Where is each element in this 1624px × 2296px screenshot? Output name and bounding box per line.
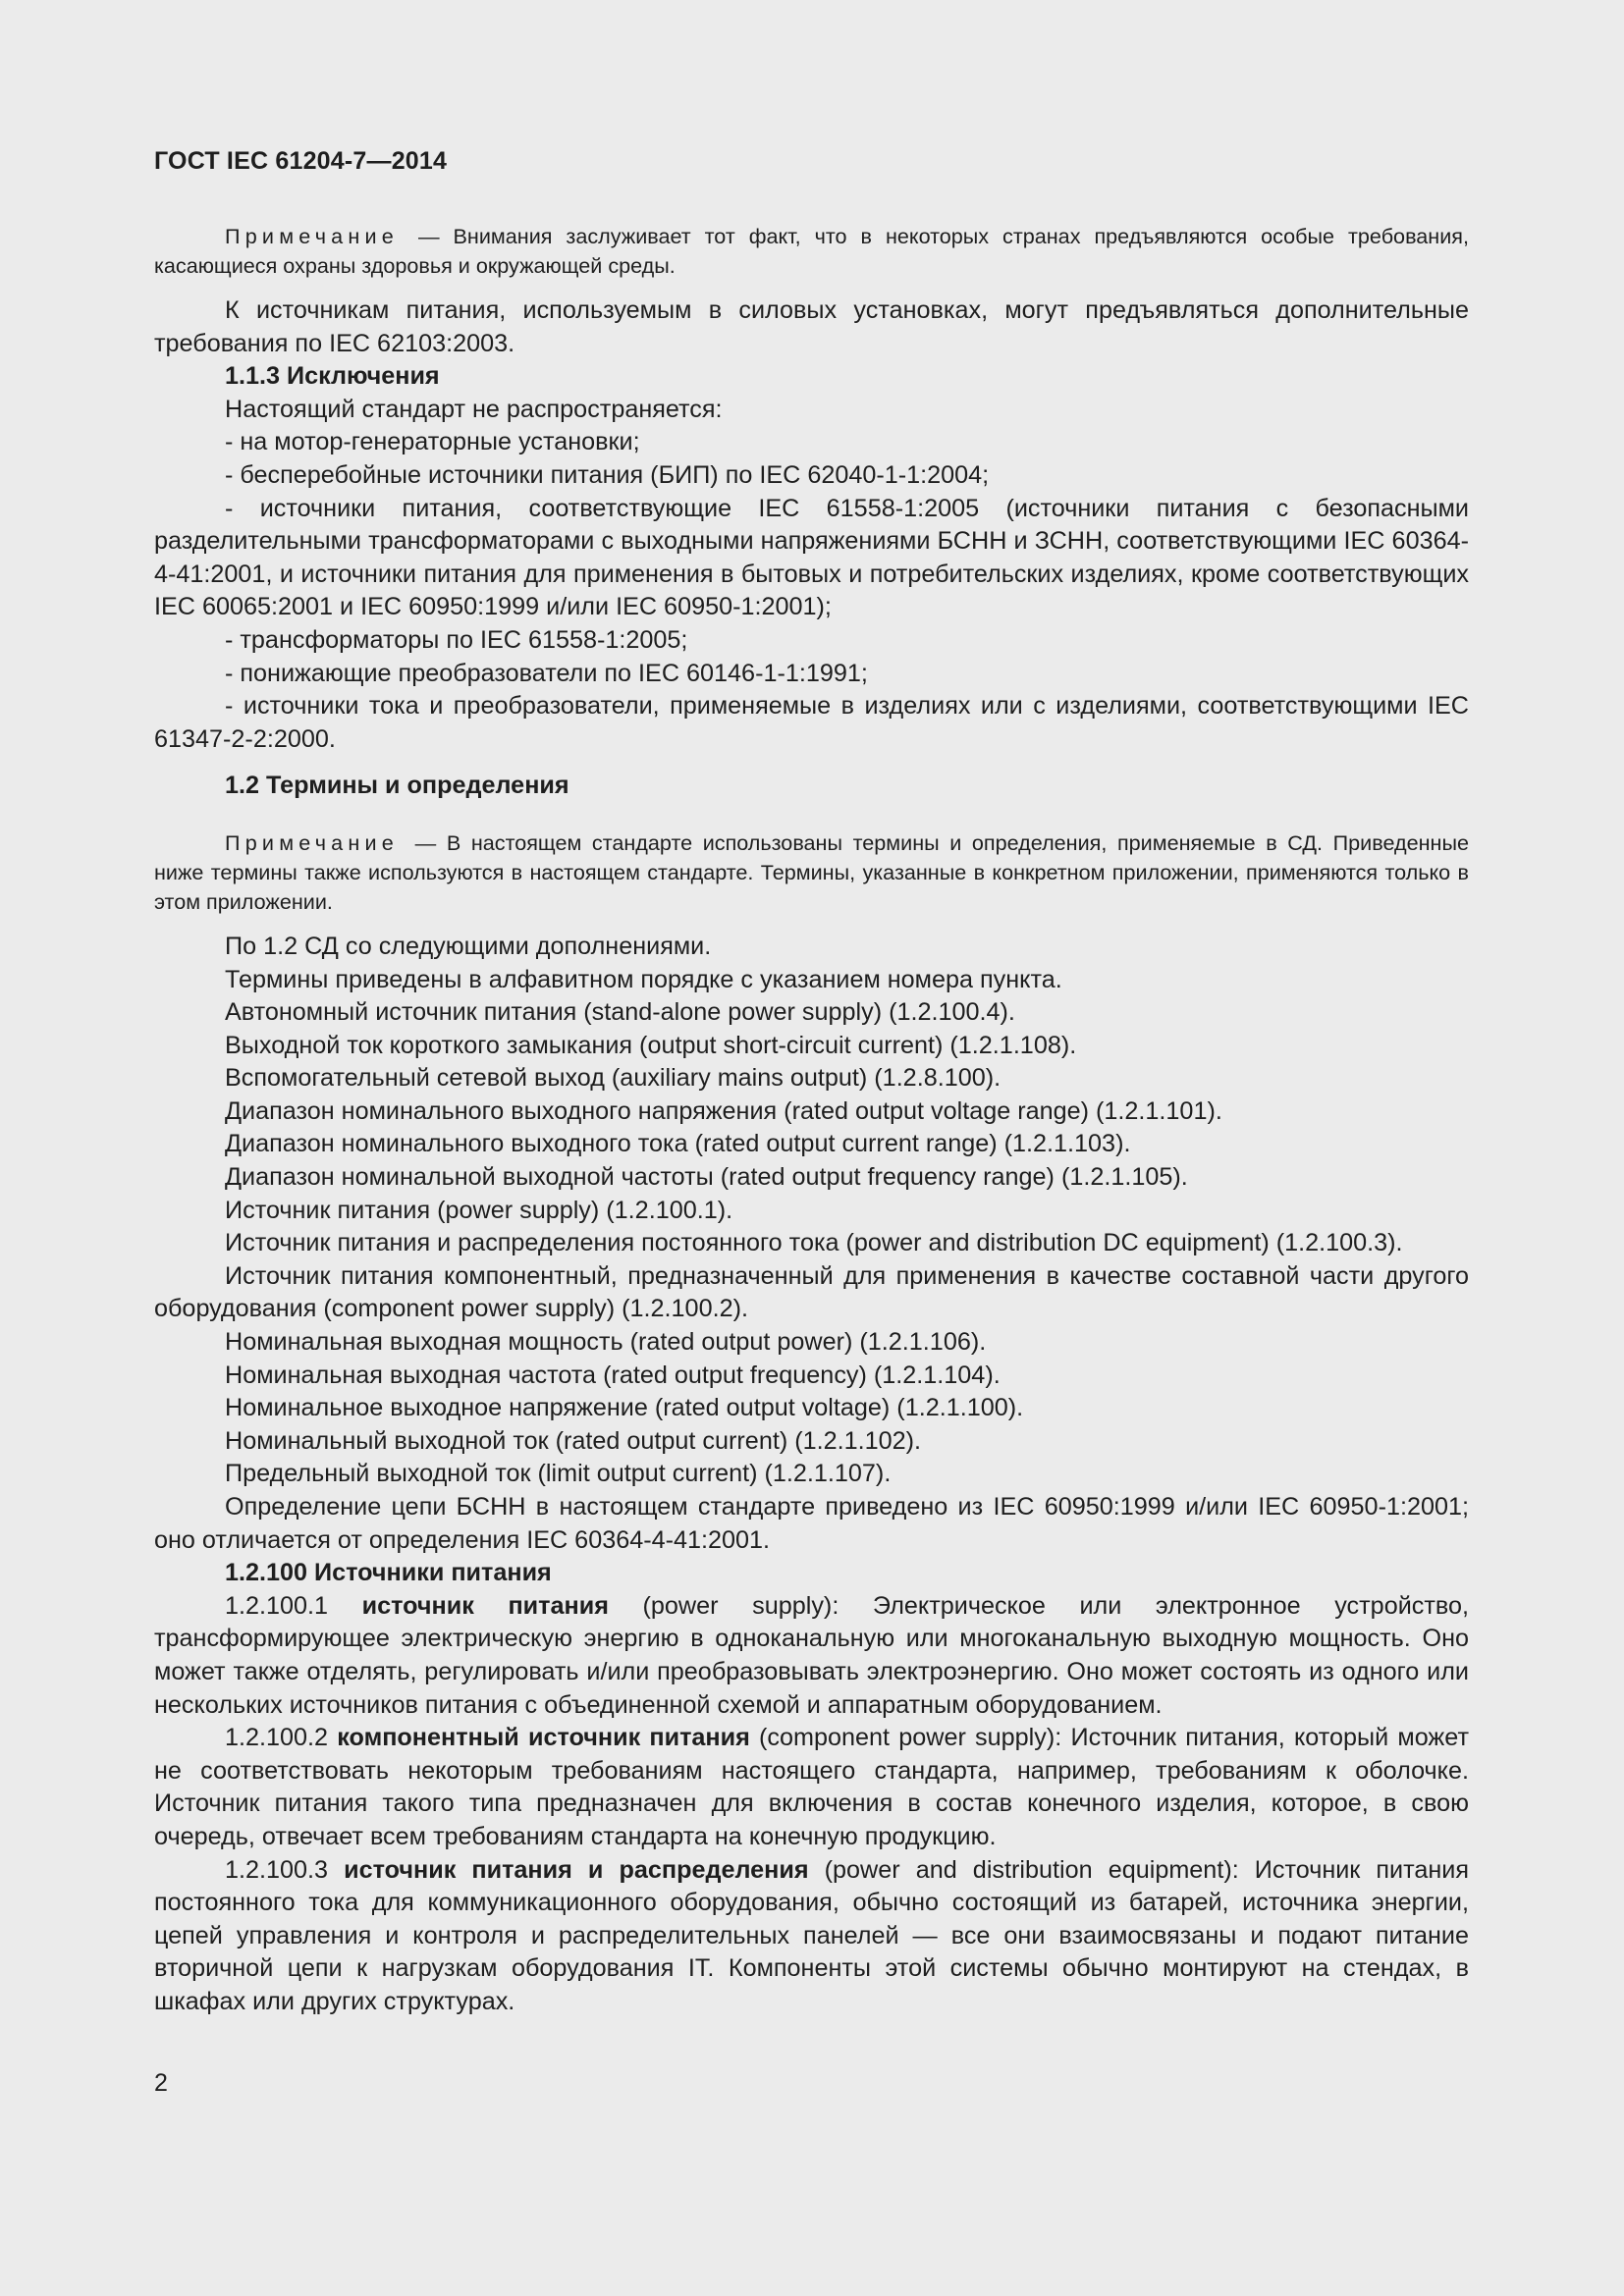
list-item: - понижающие преобразователи по IEC 60146-1-1:1991; [225,659,868,687]
term-line: Определение цепи БСНН в настоящем стандарте приведено из IEC 60950:1999 и/или IEC 60950-1:2001; оно отличается от определения IEC 60364-4-41:2001. [154,1493,1469,1554]
term-line: Термины приведены в алфавитном порядке с указанием номера пункта. [225,965,1062,993]
document-body [154,222,1469,2019]
definition-term: компонентный источник питания [337,1724,750,1752]
definition-text: (component power supply): Источник питания, который может не соответствовать некоторым требованиям настоящего стандарта, например, требованиям к оболочке. Источник питания такого типа предназначен для включения в состав конечного изделия, которое, в свою очередь, отвечает всем требованиям стандарта на конечную продукцию. [154,1724,1469,1850]
definition-1-2-100-1 [154,1590,1469,1722]
term-line: Номинальный выходной ток (rated output current) (1.2.1.102). [225,1426,922,1455]
term-line: Диапазон номинального выходного напряжения (rated output voltage range) (1.2.1.101). [225,1096,1222,1125]
note-text: Внимания заслуживает тот факт, что в некоторых странах предъявляются особые требования, касающиеся охраны здоровья и окружающей среды. [154,224,1469,278]
term-line: Номинальная выходная частота (rated output frequency) (1.2.1.104). [225,1361,1001,1389]
section-heading-1-2-100: 1.2.100 Источники питания [225,1559,552,1587]
section-heading-1-2: 1.2 Термины и определения [225,772,569,800]
term-line: Источник питания и распределения постоянного тока (power and distribution DC equipment) (1.2.100.3). [225,1229,1403,1257]
note-1 [154,222,1469,281]
term-line: Источник питания (power supply) (1.2.100.1). [225,1196,733,1224]
paragraph: Настоящий стандарт не распространяется: [225,395,723,423]
note-dash: — [405,224,454,248]
list-item: - источники тока и преобразователи, применяемые в изделиях или с изделиями, соответствующими IEC 61347-2-2:2000. [154,692,1469,753]
note-label: Примечание [225,829,399,855]
section-heading-1-1-3: 1.1.3 Исключения [225,362,440,391]
list-item: - на мотор-генераторные установки; [225,428,640,456]
definition-1-2-100-3 [154,1854,1469,2019]
term-line: По 1.2 СД со следующими дополнениями. [225,932,712,960]
term-line: Выходной ток короткого замыкания (output short-circuit current) (1.2.1.108). [225,1031,1077,1059]
definition-1-2-100-2 [154,1722,1469,1853]
note-text: В настоящем стандарте использованы термины и определения, применяемые в СД. Приведенные ниже термины также используются в настоящем стандарте. Термины, указанные в конкретном приложении, применяются только в этом приложении. [154,829,1469,914]
list-item: - трансформаторы по IEC 61558-1:2005; [225,625,688,654]
term-line: Диапазон номинальной выходной частоты (rated output frequency range) (1.2.1.105). [225,1163,1188,1192]
list-item: - источники питания, соответствующие IEC 61558-1:2005 (источники питания с безопасными разделительными трансформаторами с выходными напряжениями БСНН и ЗСНН, соответствующими IEC 60364-4-41:2001, и источники питания для применения в бытовых и потребительских изделиях, кроме соответствующих IEC 60065:2001 и IEC 60950:1999 и/или IEC 60950-1:2001); [154,494,1469,621]
paragraph: К источникам питания, используемым в силовых установках, могут предъявляться дополнительные требования по IEC 62103:2003. [154,296,1469,357]
term-line: Вспомогательный сетевой выход (auxiliary mains output) (1.2.8.100). [225,1064,1001,1093]
document-header: ГОСТ IEC 61204-7—2014 [154,147,448,175]
note-label: Примечание [225,224,399,248]
page-number: 2 [154,2069,168,2097]
term-line: Предельный выходной ток (limit output current) (1.2.1.107). [225,1460,892,1488]
definition-number: 1.2.100.2 [225,1724,338,1752]
term-line: Автономный источник питания (stand-alone power supply) (1.2.100.4). [225,998,1015,1027]
definition-text: (power and distribution equipment): Источник питания постоянного тока для коммуникационного оборудования, обычно состоящий из батарей, источника энергии, цепей управления и контроля и распределительных панелей — все они взаимосвязаны и подают питание вторичной цепи к нагрузкам оборудования IT. Компоненты этой системы обычно монтируют на стендах, в шкафах или других структурах. [154,1855,1469,2015]
term-line: Номинальная выходная мощность (rated output power) (1.2.1.106). [225,1328,987,1357]
definition-term: источник питания [361,1591,609,1620]
note-dash: — [405,829,447,855]
definition-text: (power supply): Электрическое или электронное устройство, трансформирующее электрическую энергию в одноканальную или многоканальную выходную мощность. Оно может также отделять, регулировать и/или преобразовывать электроэнергию. Оно может состоять из одного или нескольких источников питания с объединенной схемой и аппаратным оборудованием. [154,1591,1469,1719]
list-item: - бесперебойные источники питания (БИП) по IEC 62040-1-1:2004; [225,460,990,489]
term-line: Номинальное выходное напряжение (rated output voltage) (1.2.1.100). [225,1394,1024,1422]
term-line: Диапазон номинального выходного тока (rated output current range) (1.2.1.103). [225,1130,1131,1158]
term-line: Источник питания компонентный, предназначенный для применения в качестве составной части другого оборудования (component power supply) (1.2.100.2). [154,1261,1469,1323]
definition-term: источник питания и распределения [344,1855,809,1884]
definition-number: 1.2.100.1 [225,1591,362,1620]
definition-number: 1.2.100.3 [225,1855,345,1884]
note-2 [154,828,1469,917]
